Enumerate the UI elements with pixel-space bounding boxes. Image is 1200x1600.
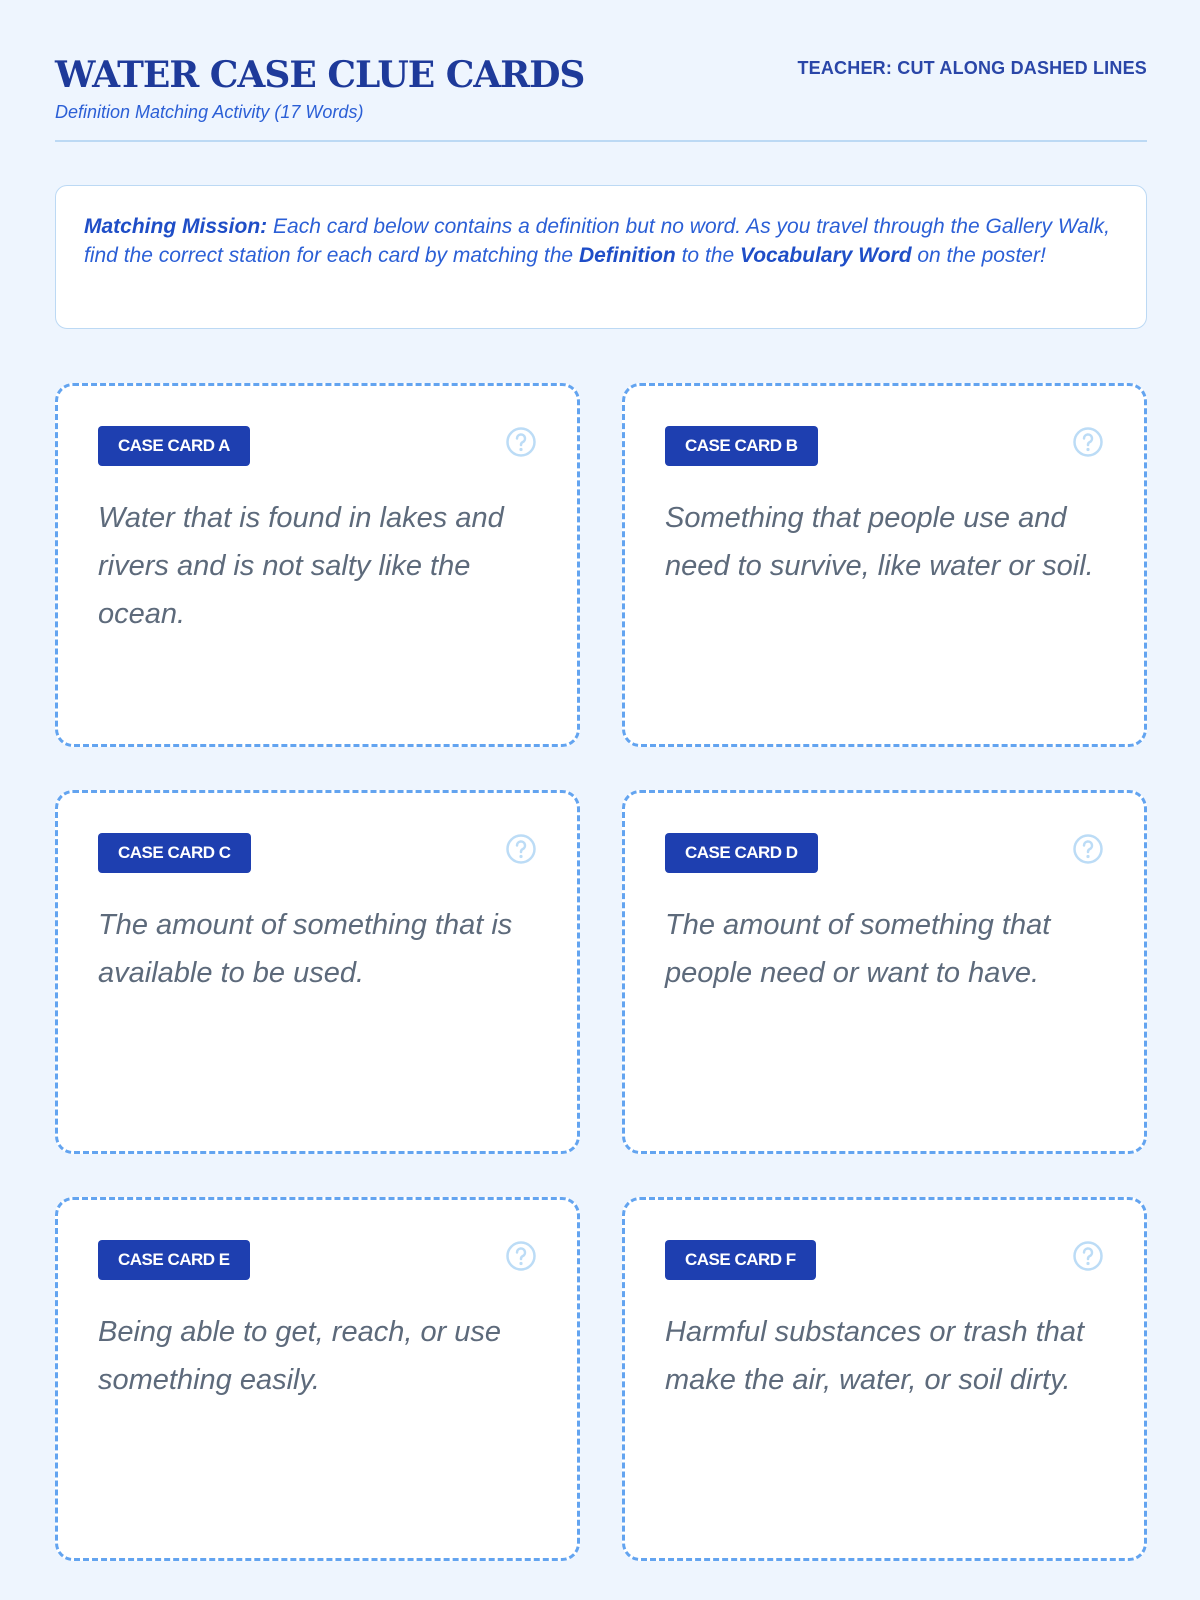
case-card-badge: CASE CARD A — [98, 426, 250, 466]
instructions-text: Each card below contains a definition but no word. As you travel through the Gallery Walk, find the correct station for each card by matching the — [84, 215, 1110, 267]
case-card-definition: The amount of something that is available to be used. — [98, 909, 513, 989]
case-card-a — [55, 383, 580, 747]
page-title: WATER CASE CLUE CARDS — [55, 54, 585, 96]
question-circle-icon — [505, 1240, 537, 1272]
case-card-c — [55, 790, 580, 1154]
instructions-term-definition: Definition — [578, 244, 676, 267]
instructions-text: to the — [675, 244, 740, 267]
instructions-text: on the poster! — [911, 244, 1046, 267]
case-card-e — [55, 1197, 580, 1561]
teacher-note: TEACHER: CUT ALONG DASHED LINES — [797, 58, 1147, 78]
page-subtitle: Definition Matching Activity (17 Words) — [55, 102, 364, 122]
instructions-term-vocabulary-word: Vocabulary Word — [739, 244, 912, 267]
case-card-badge: CASE CARD E — [98, 1240, 250, 1280]
case-card-badge: CASE CARD B — [665, 426, 818, 466]
case-card-definition: Being able to get, reach, or use something easily. — [98, 1316, 502, 1396]
case-card-badge: CASE CARD F — [665, 1240, 816, 1280]
question-circle-icon — [1072, 833, 1104, 865]
case-card-d — [622, 790, 1147, 1154]
instructions-box — [55, 185, 1147, 329]
question-circle-icon — [1072, 426, 1104, 458]
case-card-definition: Something that people use and need to survive, like water or soil. — [665, 502, 1094, 582]
case-card-b — [622, 383, 1147, 747]
question-circle-icon — [1072, 1240, 1104, 1272]
instructions-lead: Matching Mission: — [84, 215, 268, 238]
question-circle-icon — [505, 426, 537, 458]
case-card-badge: CASE CARD C — [98, 833, 251, 873]
case-card-definition: Harmful substances or trash that make the air, water, or soil dirty. — [665, 1316, 1085, 1396]
case-card-badge: CASE CARD D — [665, 833, 818, 873]
question-circle-icon — [505, 833, 537, 865]
case-card-f — [622, 1197, 1147, 1561]
page-header — [55, 52, 1147, 142]
case-card-definition: The amount of something that people need or want to have. — [665, 909, 1051, 989]
case-card-definition: Water that is found in lakes and rivers and is not salty like the ocean. — [98, 502, 504, 630]
